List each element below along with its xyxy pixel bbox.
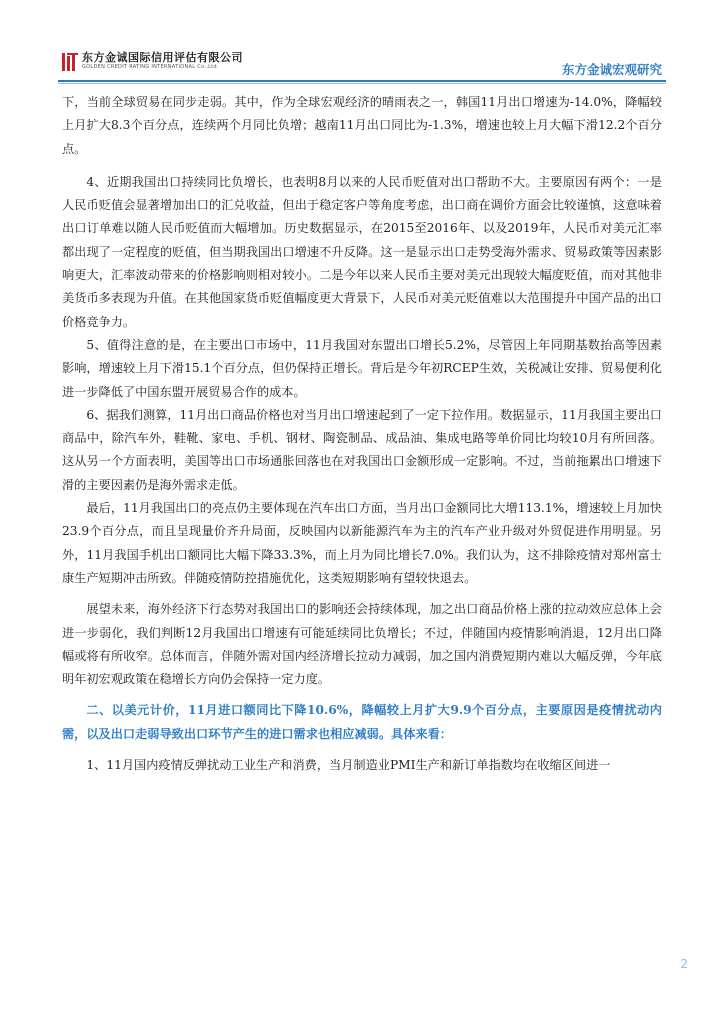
header-divider-thin <box>58 83 666 84</box>
company-name-cn: 东方金诚国际信用评估有限公司 <box>82 51 243 64</box>
logo-icon <box>62 53 78 71</box>
paragraph: 6、据我们测算，11月出口商品价格也对当月出口增速起到了一定下拉作用。数据显示，11月我国主要出口商品中，除汽车外，鞋靴、家电、手机、钢材、陶瓷制品、成品油、集成电路等单价同比均较10月有所回落。这从另一个方面表明，美国等出口市场通胀回落也在对我国出口金额形成一定影响。不过，当前拖累出口增速下滑的主要因素仍是海外需求走低。 <box>62 407 662 492</box>
company-name-en: GOLDEN CREDIT RATING INTERNATIONAL Co.,Ltd. <box>82 64 219 70</box>
paragraph: 下，当前全球贸易在同步走弱。其中，作为全球宏观经济的晴雨表之一，韩国11月出口增速为-14.0%，降幅较上月扩大8.3个百分点，连续两个月同比负增；越南11月出口同比为-1.3%，增速也较上月大幅下滑12.2个百分点。 <box>62 95 662 156</box>
document-body <box>62 91 662 777</box>
report-series-title: 东方金诚宏观研究 <box>561 62 662 77</box>
paragraph: 最后，11月我国出口的亮点仍主要体现在汽车出口方面，当月出口金额同比大增113.1%，增速较上月加快23.9个百分点，而且呈现量价齐升局面，反映国内以新能源汽车为主的汽车产业升级对外贸促进作用明显。另外，11月我国手机出口额同比大幅下降33.3%，而上月为同比增长7.0%。我们认为，这不排除疫情对郑州富士康生产短期冲击所致。伴随疫情防控措施优化，这类短期影响有望较快退去。 <box>62 501 662 585</box>
header-divider <box>58 80 666 82</box>
page-header <box>0 0 724 88</box>
paragraph: 1、11月国内疫情反弹扰动工业生产和消费，当月制造业PMI生产和新订单指数均在收缩区间进一 <box>86 758 611 773</box>
section-heading: 二、以美元计价，11月进口额同比下降10.6%，降幅较上月扩大9.9个百分点，主要原因是疫情扰动内需，以及出口走弱导致出口环节产生的进口需求也相应减弱。具体来看： <box>62 703 662 741</box>
paragraph: 5、值得注意的是，在主要出口市场中，11月我国对东盟出口增长5.2%，尽管因上年同期基数抬高等因素影响，增速较上月下滑15.1个百分点，但仍保持正增长。背后是今年初RCEP生效，关税减让安排、贸易便利化进一步降低了中国东盟开展贸易合作的成本。 <box>62 337 662 399</box>
paragraph: 展望未来，海外经济下行态势对我国出口的影响还会持续体现，加之出口商品价格上涨的拉动效应总体上会进一步弱化，我们判断12月我国出口增速有可能延续同比负增长；不过，伴随国内疫情影响消退，12月出口降幅或将有所收窄。总体而言，伴随外需对国内经济增长拉动力减弱，加之国内消费短期内难以大幅反弹，今年底明年初宏观政策在稳增长方向仍会保持一定力度。 <box>62 602 662 687</box>
company-logo <box>62 52 243 71</box>
paragraph: 4、近期我国出口持续同比负增长，也表明8月以来的人民币贬值对出口帮助不大。主要原因有两个：一是人民币贬值会显著增加出口的汇兑收益，但出于稳定客户等角度考虑，出口商在调价方面会比较谨慎，这意味着出口订单难以随人民币贬值而大幅增加。历史数据显示，在2015至2016年、以及2019年，人民币对美元汇率都出现了一定程度的贬值，但当期我国出口增速不升反降。这一是显示出口走势受海外需求、贸易政策等因素影响更大，汇率波动带来的价格影响则相对较小。二是今年以来人民币主要对美元出现较大幅度贬值，而对其他非美货币多表现为升值。在其他国家货币贬值幅度更大背景下，人民币对美元贬值难以大范围提升中国产品的出口价格竞争力。 <box>62 174 662 329</box>
page-number: 2 <box>680 957 688 971</box>
